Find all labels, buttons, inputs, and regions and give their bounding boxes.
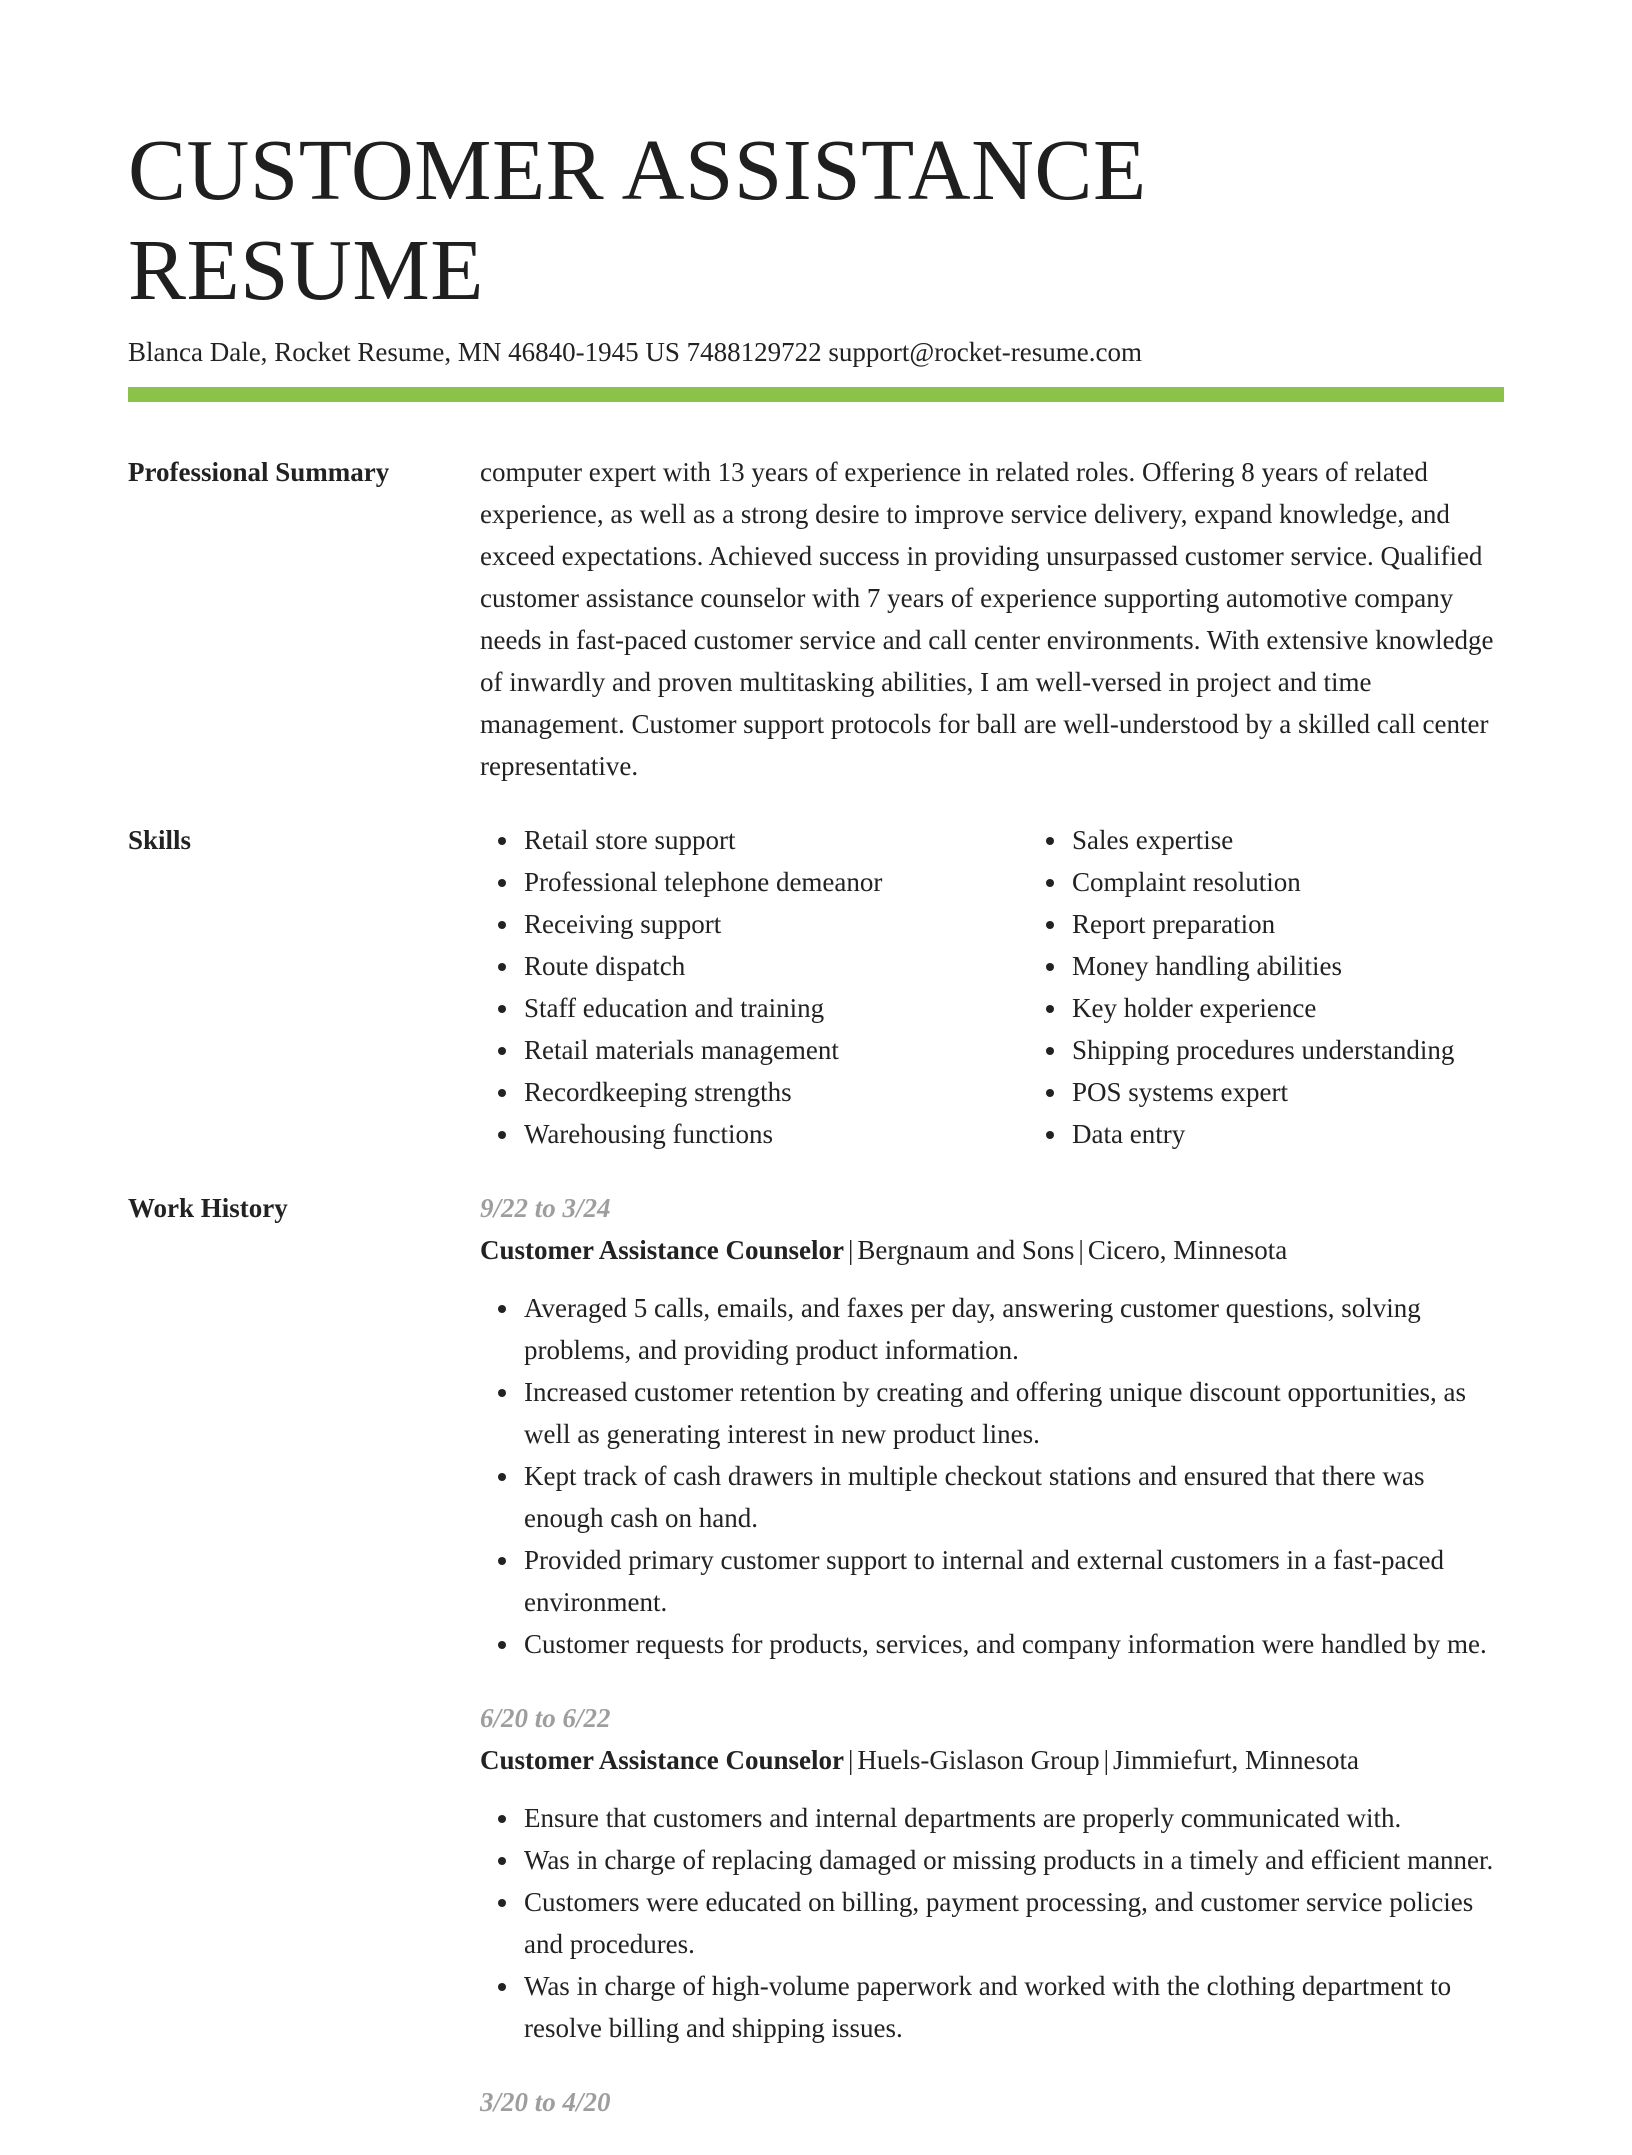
job-heading — [480, 1229, 1504, 1271]
skill-item: Route dispatch — [524, 945, 1028, 987]
job-company: Huels-Gislason Group — [857, 1745, 1100, 1775]
header-divider — [128, 387, 1504, 402]
skill-item: Data entry — [1072, 1113, 1576, 1155]
skills-list-left — [480, 819, 1028, 1155]
job-bullet: Was in charge of high-volume paperwork and worked with the clothing department to resolve billing and shipping issues. — [524, 1965, 1504, 2049]
skill-item: Sales expertise — [1072, 819, 1576, 861]
skill-item: Receiving support — [524, 903, 1028, 945]
skill-item: Retail store support — [524, 819, 1028, 861]
job-bullet: Customer requests for products, services, and company information were handled by me. — [524, 1623, 1504, 1665]
job-entry — [480, 1697, 1504, 2049]
skill-item: Warehousing functions — [524, 1113, 1028, 1155]
job-title: Customer Assistance Counselor — [480, 1235, 844, 1265]
skill-item: POS systems expert — [1072, 1071, 1576, 1113]
job-bullet: Customers were educated on billing, payment processing, and customer service policies and procedures. — [524, 1881, 1504, 1965]
skill-item: Shipping procedures understanding — [1072, 1029, 1576, 1071]
separator: | — [1103, 1745, 1110, 1775]
skill-item: Recordkeeping strengths — [524, 1071, 1028, 1113]
job-bullet: Provided primary customer support to internal and external customers in a fast-paced environment. — [524, 1539, 1504, 1623]
job-bullet: Ensure that customers and internal departments are properly communicated with. — [524, 1797, 1504, 1839]
job-dates: 9/22 to 3/24 — [480, 1193, 611, 1223]
job-bullets — [480, 1797, 1504, 2049]
job-entry — [480, 2081, 1504, 2123]
contact-address: Rocket Resume, MN 46840-1945 US — [274, 337, 680, 367]
skill-item: Complaint resolution — [1072, 861, 1576, 903]
job-location: Jimmiefurt, Minnesota — [1113, 1745, 1360, 1775]
separator: | — [1078, 1235, 1084, 1265]
contact-line — [128, 334, 1504, 370]
job-entry — [480, 1187, 1504, 1665]
job-dates: 6/20 to 6/22 — [480, 1703, 611, 1733]
contact-name: Blanca Dale, — [128, 337, 268, 367]
separator: | — [848, 1745, 854, 1775]
skills-list-right — [1028, 819, 1576, 1155]
skills-section — [128, 819, 1504, 1155]
job-location: Cicero, Minnesota — [1087, 1235, 1288, 1265]
skill-item: Key holder experience — [1072, 987, 1576, 1029]
job-list — [480, 1187, 1504, 2155]
summary-section — [128, 451, 1504, 787]
work-history-section — [128, 1187, 1504, 2155]
skill-item: Money handling abilities — [1072, 945, 1576, 987]
contact-phone: 7488129722 — [686, 337, 822, 367]
skill-item: Report preparation — [1072, 903, 1576, 945]
resume-page — [128, 120, 1504, 2155]
job-bullet: Was in charge of replacing damaged or missing products in a timely and efficient manner. — [524, 1839, 1504, 1881]
contact-email: support@rocket-resume.com — [828, 337, 1142, 367]
work-history-label: Work History — [128, 1193, 288, 1223]
skill-item: Staff education and training — [524, 987, 1028, 1029]
job-title: Customer Assistance Counselor — [480, 1745, 844, 1775]
job-heading — [480, 1739, 1504, 1781]
job-bullets — [480, 1287, 1504, 1665]
job-bullet: Kept track of cash drawers in multiple checkout stations and ensured that there was enough cash on hand. — [524, 1455, 1504, 1539]
skills-columns — [480, 819, 1576, 1155]
summary-label: Professional Summary — [128, 457, 390, 487]
job-bullet: Averaged 5 calls, emails, and faxes per day, answering customer questions, solving problems, and providing product information. — [524, 1287, 1504, 1371]
resume-title: CUSTOMER ASSISTANCE RESUME — [128, 121, 1147, 318]
job-bullet: Increased customer retention by creating and offering unique discount opportunities, as well as generating interest in new product lines. — [524, 1371, 1504, 1455]
skills-label: Skills — [128, 825, 192, 855]
job-dates: 3/20 to 4/20 — [480, 2087, 611, 2117]
skill-item: Professional telephone demeanor — [524, 861, 1028, 903]
job-company: Bergnaum and Sons — [857, 1235, 1075, 1265]
separator: | — [848, 1235, 854, 1265]
summary-text: computer expert with 13 years of experience in related roles. Offering 8 years of related experience, as well as a strong desire to improve service delivery, expand knowledge, and exceed expectations. Achieved success in providing unsurpassed customer service. Qualified customer assistance counselor with 7 years of experience supporting automotive company needs in fast-paced customer service and call center environments. With extensive knowledge of inwardly and proven multitasking abilities, I am well-versed in project and time management. Customer support protocols for ball are well-understood by a skilled call center representative. — [480, 457, 1494, 781]
skill-item: Retail materials management — [524, 1029, 1028, 1071]
